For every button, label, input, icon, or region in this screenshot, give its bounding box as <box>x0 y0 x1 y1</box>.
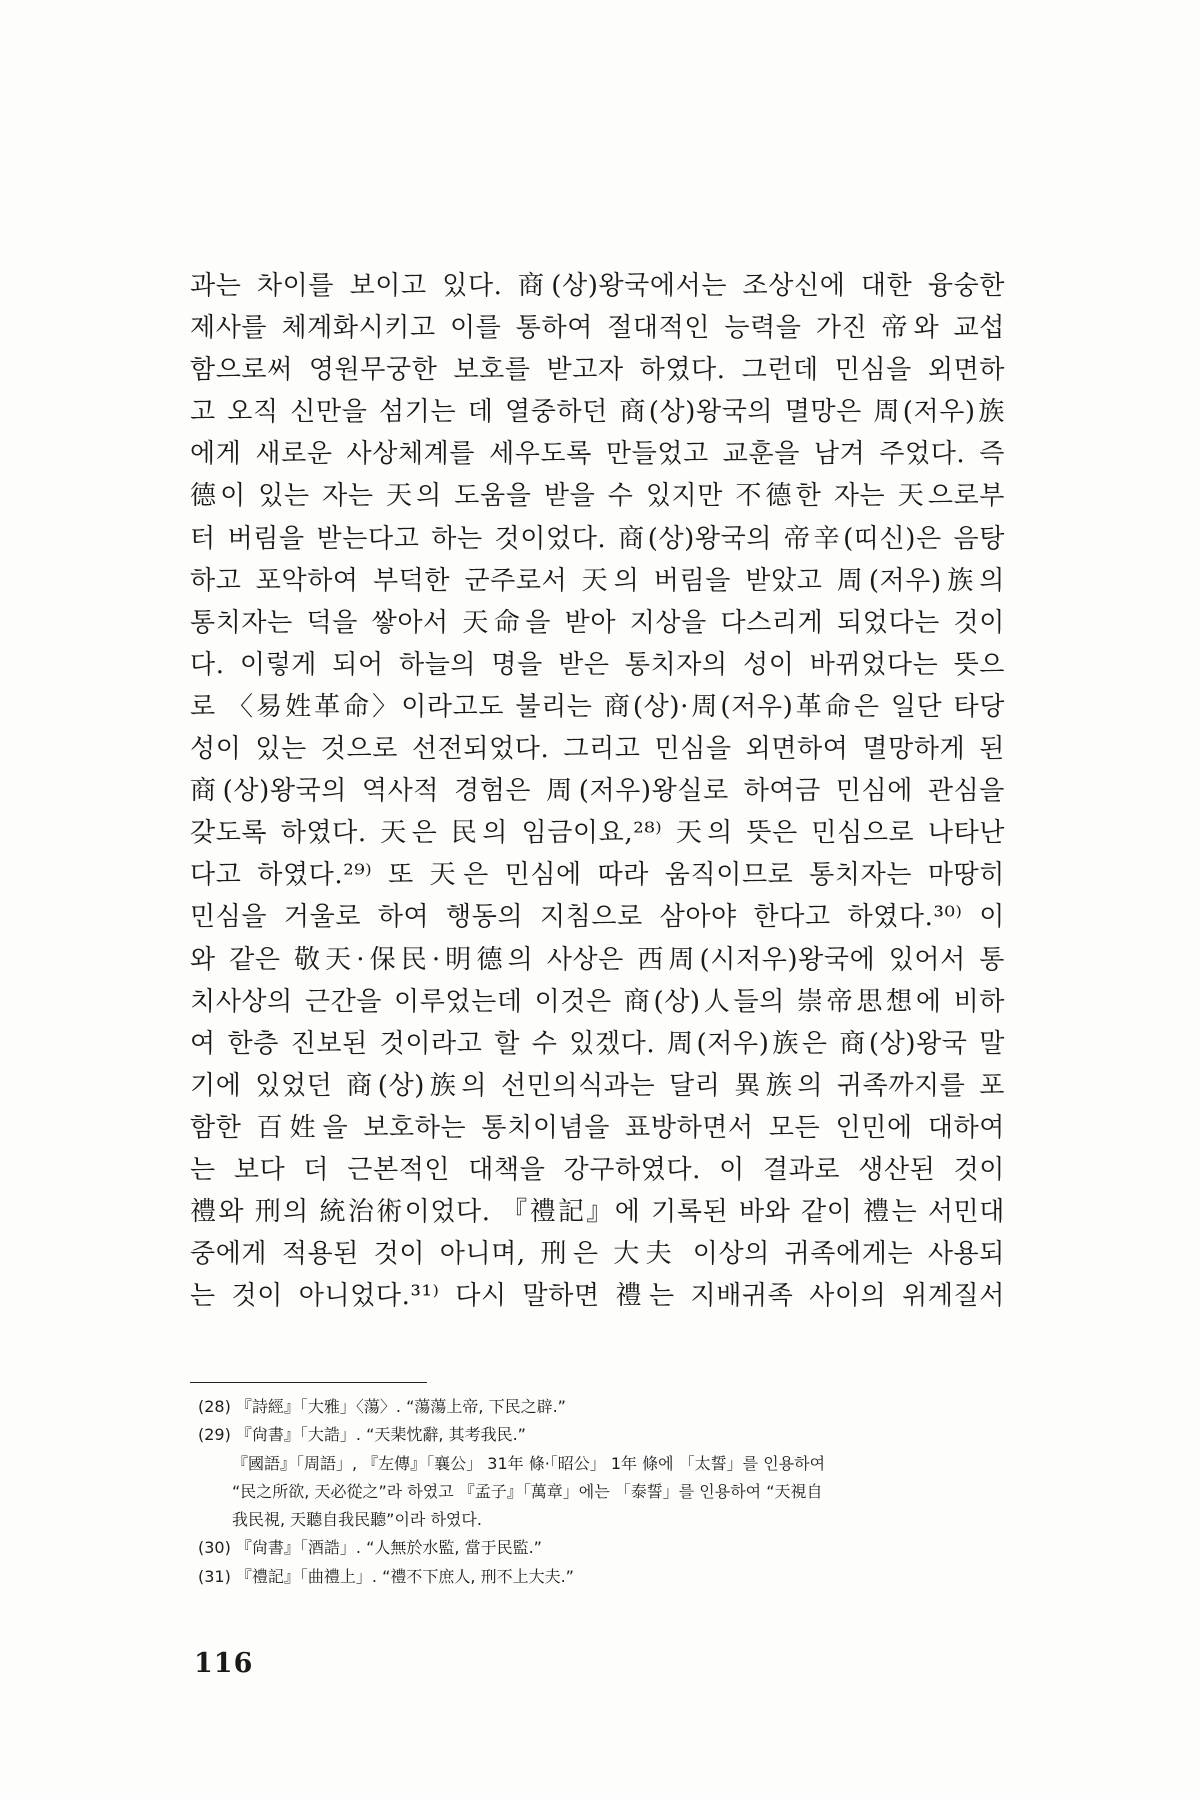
body-line: 다. 이렇게 되어 하늘의 명을 받은 통치자의 성이 바뀌었다는 뜻으 <box>190 649 1005 680</box>
body-line: 갖도록 하였다. 天은 民의 임금이요,²⁸⁾ 天의 뜻은 민심으로 나타난 <box>190 818 1005 849</box>
body-line: 商(상)왕국의 역사적 경험은 周(저우)왕실로 하여금 민심에 관심을 <box>190 776 1005 807</box>
body-line: 함한 百姓을 보호하는 통치이념을 표방하면서 모든 인민에 대하여 <box>190 1112 1005 1143</box>
body-line: 하고 포악하여 부덕한 군주로서 天의 버림을 받았고 周(저우)族의 <box>190 565 1005 596</box>
footnote-line: (29) 『尙書』「大誥」. “天棐忱辭, 其考我民.” <box>198 1425 526 1445</box>
body-line: 다고 하였다.²⁹⁾ 또 天은 민심에 따라 움직이므로 통치자는 마땅히 <box>190 860 1005 891</box>
body-line: 함으로써 영원무궁한 보호를 받고자 하였다. 그런데 민심을 외면하 <box>190 355 1005 386</box>
body-line: 와 같은 敬天·保民·明德의 사상은 西周(시저우)왕국에 있어서 통 <box>190 944 1005 975</box>
body-line: 고 오직 신만을 섬기는 데 열중하던 商(상)왕국의 멸망은 周(저우)族 <box>190 397 1005 428</box>
footnote-line: 『國語』「周語」, 『左傳』「襄公」 31年 條·「昭公」 1年 條에 「太誓」를 인용하여 <box>232 1453 826 1473</box>
footnote-line: 我民視, 天聽自我民聽”이라 하였다. <box>232 1510 482 1530</box>
body-line: 중에게 적용된 것이 아니며, 刑은 大夫 이상의 귀족에게는 사용되 <box>190 1239 1005 1270</box>
body-line: 터 버림을 받는다고 하는 것이었다. 商(상)왕국의 帝辛(띠신)은 음탕 <box>190 523 1005 554</box>
body-line: 민심을 거울로 하여 행동의 지침으로 삼아야 한다고 하였다.³⁰⁾ 이 <box>190 902 1005 933</box>
body-line: 과는 차이를 보이고 있다. 商(상)왕국에서는 조상신에 대한 융숭한 <box>190 271 1005 301</box>
main-text <box>190 265 1005 1317</box>
footnote-line: (31) 『禮記』「曲禮上」. “禮不下庶人, 刑不上大夫.” <box>198 1566 574 1586</box>
body-line: 통치자는 덕을 쌓아서 天命을 받아 지상을 다스리게 되었다는 것이 <box>190 607 1005 638</box>
page-number: 116 <box>194 1648 254 1679</box>
body-line: 는 것이 아니었다.³¹⁾ 다시 말하면 禮는 지배귀족 사이의 위계질서 <box>190 1281 1005 1312</box>
body-line: 기에 있었던 商(상)族의 선민의식과는 달리 異族의 귀족까지를 포 <box>190 1070 1005 1101</box>
body-line: 치사상의 근간을 이루었는데 이것은 商(상)人들의 崇帝思想에 비하 <box>190 986 1005 1017</box>
body-line: 禮와 刑의 統治術이었다. 『禮記』에 기록된 바와 같이 禮는 서민대 <box>190 1197 1005 1228</box>
footnote-line: “民之所欲, 天必從之”라 하였고 『孟子』「萬章」에는 「泰誓」를 인용하여 “天視自 <box>232 1481 823 1501</box>
body-line: 德이 있는 자는 天의 도움을 받을 수 있지만 不德한 자는 天으로부 <box>190 481 1005 512</box>
body-line: 는 보다 더 근본적인 대책을 강구하였다. 이 결과로 생산된 것이 <box>190 1154 1005 1185</box>
body-line: 로 〈易姓革命〉이라고도 불리는 商(상)·周(저우)革命은 일단 타당 <box>190 691 1005 722</box>
footnote-line: (28) 『詩經』「大雅」〈蕩〉. “蕩蕩上帝, 下民之辟.” <box>198 1397 566 1416</box>
footnotes <box>198 1393 1003 1591</box>
body-line: 에게 새로운 사상체계를 세우도록 만들었고 교훈을 남겨 주었다. 즉 <box>190 439 1005 470</box>
footnote-divider <box>190 1382 427 1383</box>
body-line: 성이 있는 것으로 선전되었다. 그리고 민심을 외면하여 멸망하게 된 <box>190 734 1005 765</box>
body-line: 여 한층 진보된 것이라고 할 수 있겠다. 周(저우)族은 商(상)왕국 말 <box>190 1028 1005 1059</box>
footnote-line: (30) 『尙書』「酒誥」. “人無於水監, 當于民監.” <box>198 1538 542 1558</box>
body-line: 제사를 체계화시키고 이를 통하여 절대적인 능력을 가진 帝와 교섭 <box>190 313 1005 344</box>
